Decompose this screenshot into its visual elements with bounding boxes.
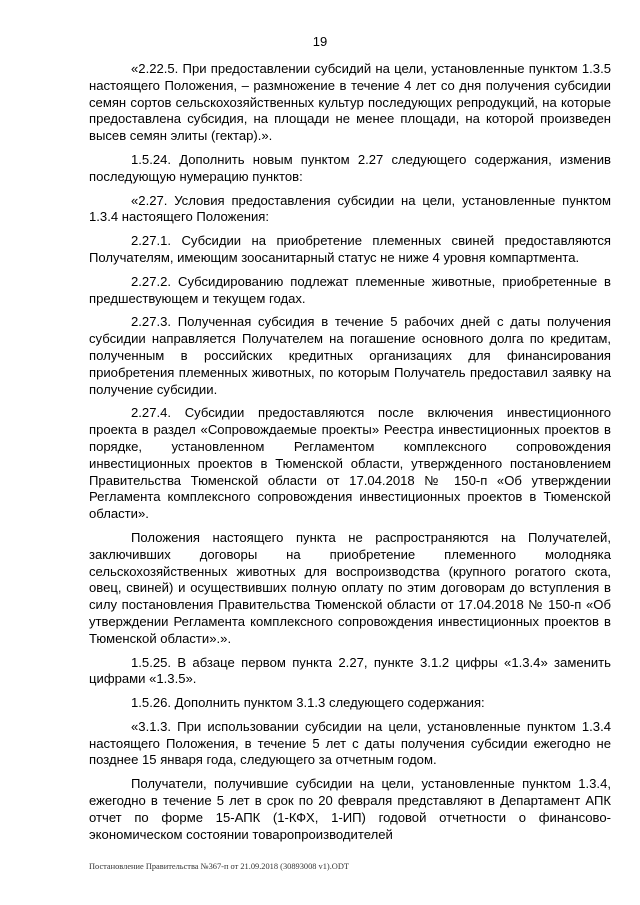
paragraph-1-5-25: 1.5.25. В абзаце первом пункта 2.27, пункте 3.1.2 цифры «1.3.4» заменить цифрами «1.3.5». (89, 654, 611, 687)
page-number: 19 (312, 34, 328, 49)
paragraph-2-22-5: «2.22.5. При предоставлении субсидий на цели, установленные пунктом 1.3.5 настоящего Положения, – размножение в течение 4 лет со дня получения субсидии семян сортов сельскохозяйственных культур последующих репродукций, на которые предоставлена субсидия, на площади не менее площади, на которой произведен высев семян элиты (гектар).». (89, 61, 611, 144)
paragraph-exceptions: Положения настоящего пункта не распространяются на Получателей, заключивших договоры на приобретение племенного молодняка сельскохозяйственных животных для воспроизводства (крупного рогатого скота, овец, свиней) и осуществивших полную оплату по этим договорам до вступления в силу постановления Правительства Тюменской области от 17.04.2018 № 150-п «Об утверждении Регламента комплексного сопровождения инвестиционных проектов в Тюменской области».». (89, 529, 611, 646)
paragraph-recipients-report: Получатели, получившие субсидии на цели, установленные пунктом 1.3.4, ежегодно в течение 5 лет в срок по 20 февраля представляют в Департамент АПК отчет по форме 15-АПК (1-КФХ, 1-ИП) годовой отчетности о финансово-экономическом состоянии товаропроизводителей (89, 776, 611, 842)
paragraph-2-27: «2.27. Условия предоставления субсидии на цели, установленные пунктом 1.3.4 настоящего Положения: (89, 192, 611, 225)
paragraph-2-27-3: 2.27.3. Полученная субсидия в течение 5 рабочих дней с даты получения субсидии направляется Получателем на погашение основного долга по кредитам, полученным в российских кредитных организациях для финансирования приобретения племенных животных, по которым Получатель предоставил заявку на получение субсидии. (89, 314, 611, 397)
paragraph-2-27-1: 2.27.1. Субсидии на приобретение племенных свиней предоставляются Получателям, имеющим зоосанитарный статус не ниже 4 уровня компартмента. (89, 233, 611, 265)
document-body (89, 61, 611, 850)
paragraph-1-5-26: 1.5.26. Дополнить пунктом 3.1.3 следующего содержания: (131, 695, 485, 711)
paragraph-1-5-24: 1.5.24. Дополнить новым пунктом 2.27 следующего содержания, изменив последующую нумерацию пунктов: (89, 151, 611, 184)
paragraph-3-1-3: «3.1.3. При использовании субсидии на цели, установленные пунктом 1.3.4 настоящего Положения, в течение 5 лет с даты получения субсидии ежегодно не позднее 15 января года, следующего за отчетным годом. (89, 718, 611, 768)
document-footer: Постановление Правительства №367-п от 21.09.2018 (30893008 v1).ODT (89, 862, 350, 871)
paragraph-2-27-4: 2.27.4. Субсидии предоставляются после включения инвестиционного проекта в раздел «Сопровождаемые проекты» Реестра инвестиционных проектов в порядке, установленном Регламентом комплексного сопровождения инвестиционных проектов в Тюменской области, утвержденного постановлением Правительства Тюменской области от 17.04.2018 № 150-п «Об утверждении Регламента комплексного сопровождения инвестиционных проектов в Тюменской области». (89, 405, 611, 522)
paragraph-2-27-2: 2.27.2. Субсидированию подлежат племенные животные, приобретенные в предшествующем и текущем годах. (89, 273, 611, 306)
